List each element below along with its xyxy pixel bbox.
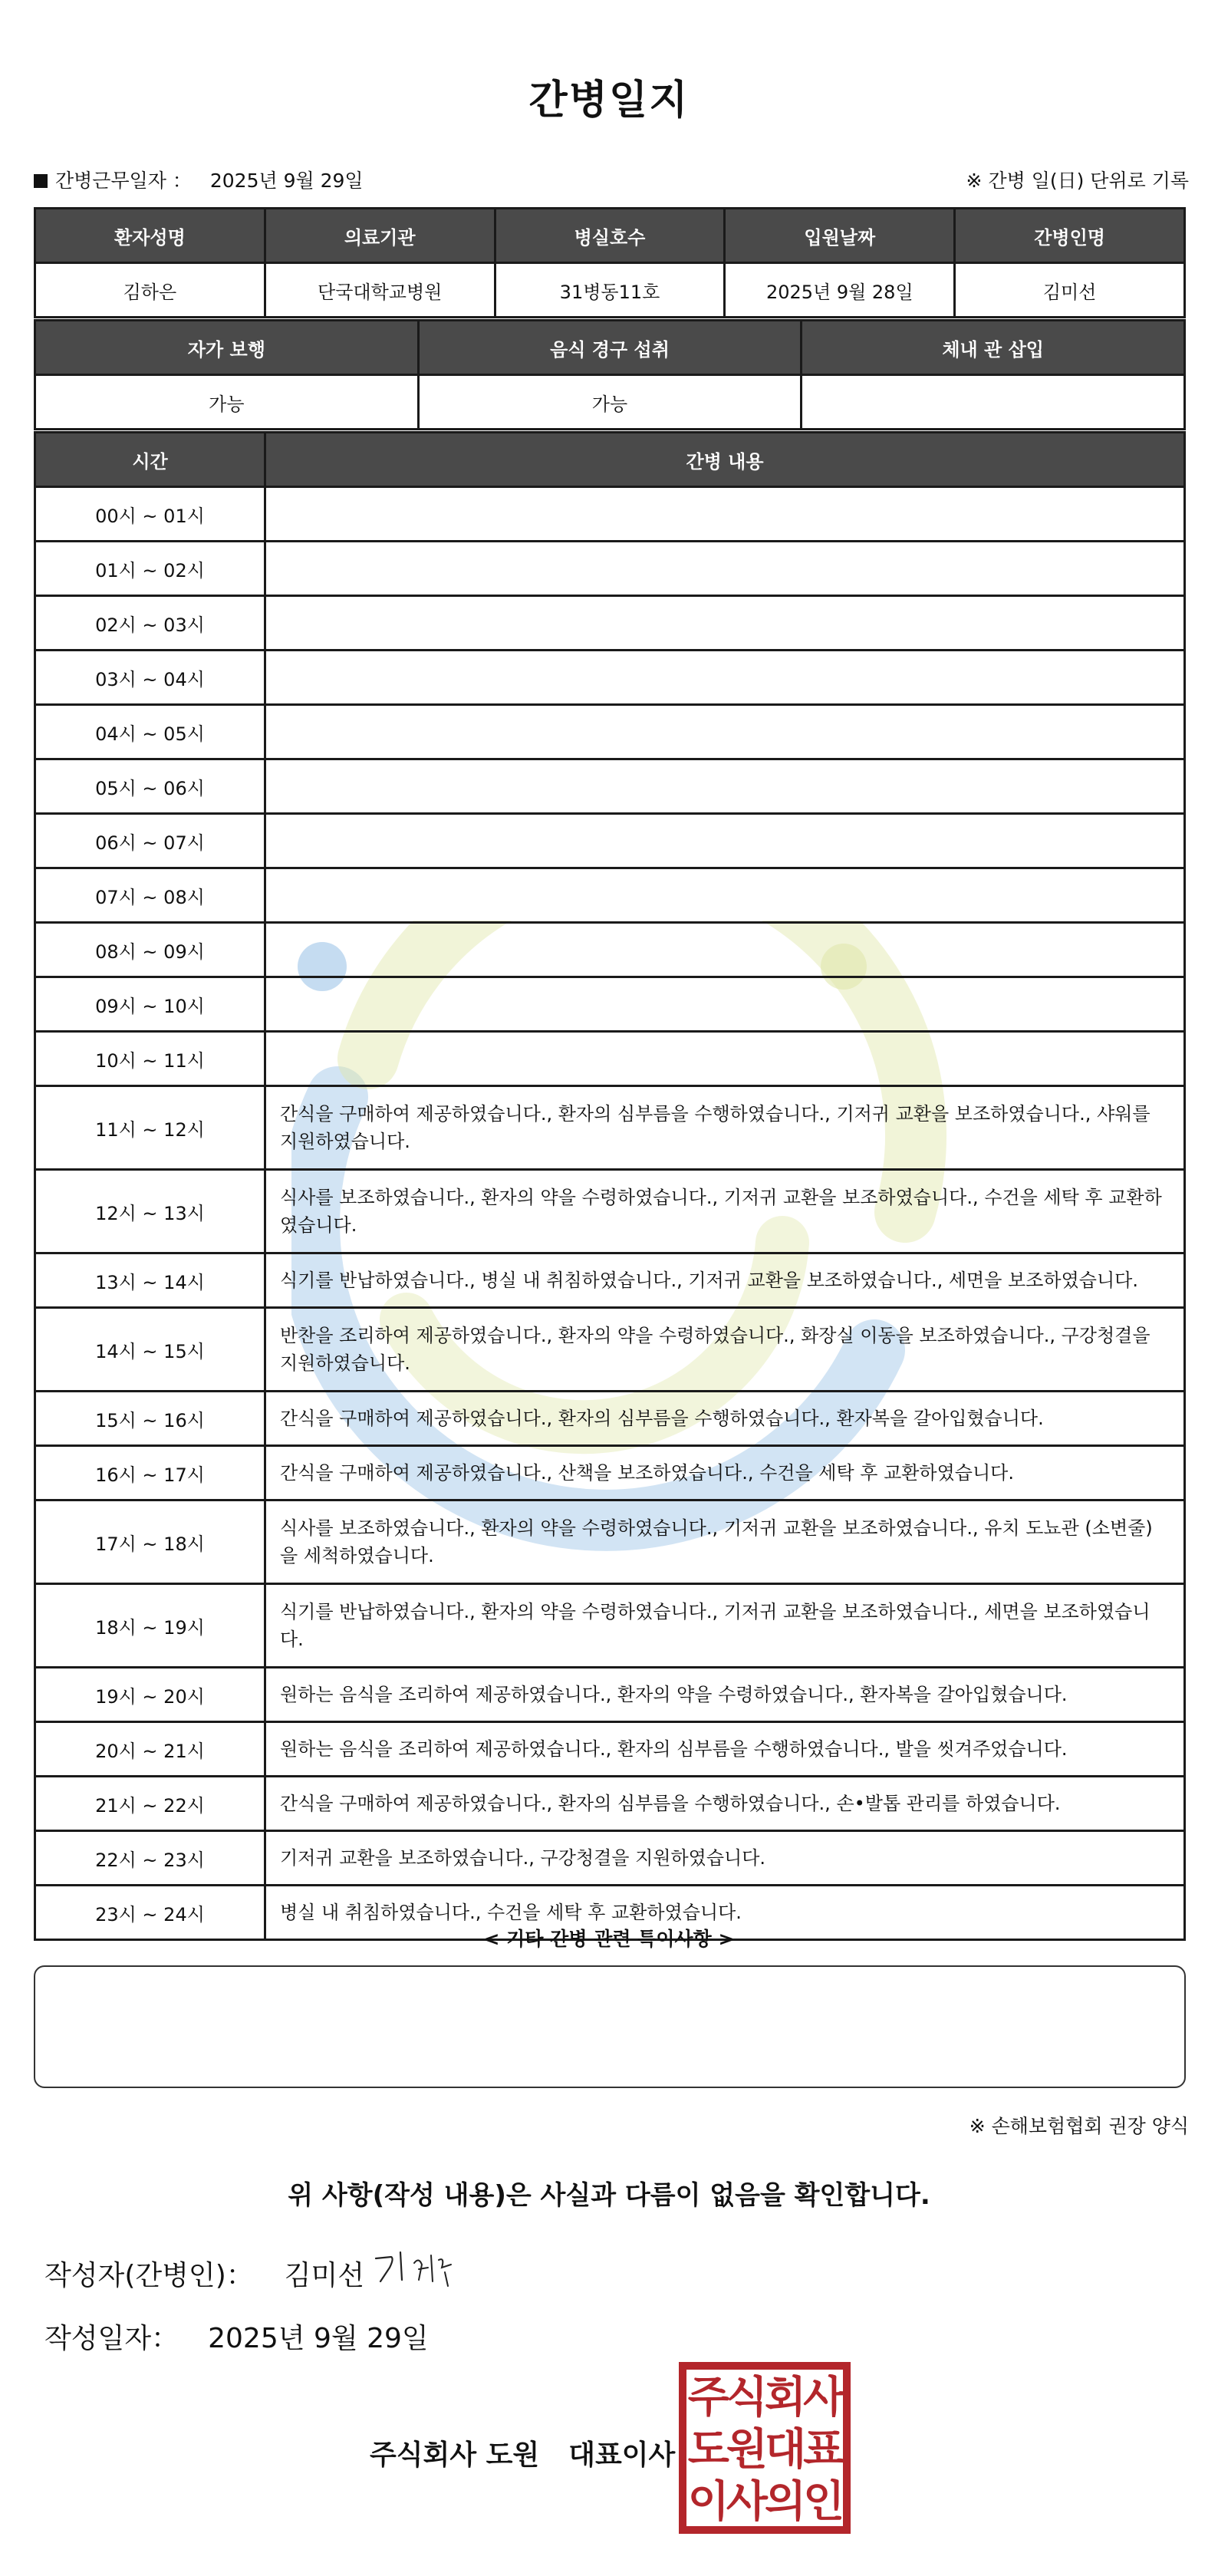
svg-text:주식회사: 주식회사 bbox=[687, 2373, 842, 2423]
table-row bbox=[35, 814, 1185, 868]
table-row bbox=[35, 1392, 1185, 1446]
svg-text:도원대표: 도원대표 bbox=[687, 2425, 842, 2475]
patient-info-table bbox=[34, 207, 1186, 318]
header-tube-insertion: 체내 관 삽입 bbox=[802, 321, 1185, 375]
time-cell: 07시 ~ 08시 bbox=[35, 868, 265, 923]
duty-date-line bbox=[34, 166, 364, 193]
company-rep: 대표이사 bbox=[568, 2439, 676, 2471]
table-row bbox=[35, 1500, 1185, 1584]
table-row bbox=[35, 868, 1185, 923]
care-content-cell: 식기를 반납하였습니다., 병실 내 취침하였습니다., 기저귀 교환을 보조하였습니다., 세면을 보조하였습니다. bbox=[265, 1253, 1185, 1308]
hospital-cell: 단국대학교병원 bbox=[265, 263, 495, 318]
care-content-cell: 원하는 음식을 조리하여 제공하였습니다., 환자의 심부름을 수행하였습니다., 발을 씻겨주었습니다. bbox=[265, 1722, 1185, 1777]
table-row bbox=[35, 1722, 1185, 1777]
room-cell: 31병동11호 bbox=[495, 263, 725, 318]
care-content-cell: 기저귀 교환을 보조하였습니다., 구강청결을 지원하였습니다. bbox=[265, 1831, 1185, 1886]
care-content-cell bbox=[265, 651, 1185, 705]
table-row bbox=[35, 923, 1185, 977]
table-row bbox=[35, 596, 1185, 651]
company-name: 주식회사 도원 bbox=[370, 2439, 540, 2471]
table-row bbox=[35, 1086, 1185, 1170]
care-content-cell bbox=[265, 1032, 1185, 1086]
notes-box bbox=[34, 1965, 1186, 2088]
admission-date-cell: 2025년 9월 28일 bbox=[725, 263, 955, 318]
time-cell: 09시 ~ 10시 bbox=[35, 977, 265, 1032]
written-date-value: 2025년 9월 29일 bbox=[208, 2323, 429, 2354]
header-time: 시간 bbox=[35, 433, 265, 487]
care-content-cell: 간식을 구매하여 제공하였습니다., 산책을 보조하였습니다., 수건을 세탁 후 교환하였습니다. bbox=[265, 1446, 1185, 1500]
table-row bbox=[35, 1831, 1185, 1886]
time-cell: 15시 ~ 16시 bbox=[35, 1392, 265, 1446]
duty-date-value: 2025년 9월 29일 bbox=[209, 170, 364, 192]
care-content-cell: 식기를 반납하였습니다., 환자의 약을 수령하였습니다., 기저귀 교환을 보조하였습니다., 세면을 보조하였습니다. bbox=[265, 1584, 1185, 1668]
duty-date-label: 간병근무일자 ： bbox=[55, 170, 192, 192]
time-cell: 00시 ~ 01시 bbox=[35, 487, 265, 542]
table-row bbox=[35, 1777, 1185, 1831]
time-cell: 19시 ~ 20시 bbox=[35, 1668, 265, 1722]
time-cell: 23시 ~ 24시 bbox=[35, 1886, 265, 1940]
care-content-cell bbox=[265, 923, 1185, 977]
time-cell: 04시 ~ 05시 bbox=[35, 705, 265, 759]
self-walking-cell: 가능 bbox=[35, 375, 419, 430]
care-content-cell bbox=[265, 542, 1185, 596]
svg-text:이사의인: 이사의인 bbox=[687, 2477, 842, 2527]
patient-status-table bbox=[34, 319, 1186, 430]
written-date-label: 작성일자： bbox=[44, 2323, 179, 2354]
care-content-cell bbox=[265, 868, 1185, 923]
time-cell: 20시 ~ 21시 bbox=[35, 1722, 265, 1777]
care-content-cell: 식사를 보조하였습니다., 환자의 약을 수령하였습니다., 기저귀 교환을 보조하였습니다., 유치 도뇨관 (소변줄)을 세척하였습니다. bbox=[265, 1500, 1185, 1584]
care-content-cell bbox=[265, 705, 1185, 759]
time-cell: 13시 ~ 14시 bbox=[35, 1253, 265, 1308]
patient-name-cell: 김하은 bbox=[35, 263, 265, 318]
writer-line bbox=[44, 2254, 364, 2293]
care-content-cell bbox=[265, 487, 1185, 542]
header-caregiver-name: 간병인명 bbox=[955, 209, 1185, 263]
time-cell: 02시 ~ 03시 bbox=[35, 596, 265, 651]
writer-name: 김미선 bbox=[284, 2260, 365, 2291]
time-cell: 05시 ~ 06시 bbox=[35, 759, 265, 814]
time-cell: 22시 ~ 23시 bbox=[35, 1831, 265, 1886]
table-row bbox=[35, 977, 1185, 1032]
table-row bbox=[35, 542, 1185, 596]
time-cell: 01시 ~ 02시 bbox=[35, 542, 265, 596]
table-row bbox=[35, 1032, 1185, 1086]
handwritten-signature bbox=[368, 2242, 506, 2295]
table-row bbox=[35, 705, 1185, 759]
time-cell: 10시 ~ 11시 bbox=[35, 1032, 265, 1086]
table-row bbox=[35, 1446, 1185, 1500]
table-row bbox=[35, 1668, 1185, 1722]
table-row bbox=[35, 1308, 1185, 1392]
tube-insertion-cell bbox=[802, 375, 1185, 430]
square-bullet-icon bbox=[34, 174, 48, 188]
care-content-cell: 간식을 구매하여 제공하였습니다., 환자의 심부름을 수행하였습니다., 환자복을 갈아입혔습니다. bbox=[265, 1392, 1185, 1446]
hourly-care-log-table bbox=[34, 431, 1186, 1941]
time-cell: 11시 ~ 12시 bbox=[35, 1086, 265, 1170]
unit-note: ※ 간병 일(日) 단위로 기록 bbox=[966, 170, 1189, 192]
care-content-cell: 병실 내 취침하였습니다., 수건을 세탁 후 교환하였습니다. bbox=[265, 1886, 1185, 1940]
company-seal-stamp bbox=[678, 2361, 851, 2535]
header-hospital: 의료기관 bbox=[265, 209, 495, 263]
time-cell: 17시 ~ 18시 bbox=[35, 1500, 265, 1584]
header-admission-date: 입원날짜 bbox=[725, 209, 955, 263]
care-content-cell: 원하는 음식을 조리하여 제공하였습니다., 환자의 약을 수령하였습니다., 환자복을 갈아입혔습니다. bbox=[265, 1668, 1185, 1722]
table-row bbox=[35, 759, 1185, 814]
time-cell: 18시 ~ 19시 bbox=[35, 1584, 265, 1668]
writer-label: 작성자(간병인)： bbox=[44, 2260, 254, 2291]
caregiver-name-cell: 김미선 bbox=[955, 263, 1185, 318]
log-body bbox=[35, 487, 1185, 1940]
time-cell: 03시 ~ 04시 bbox=[35, 651, 265, 705]
table-row bbox=[35, 1253, 1185, 1308]
header-room: 병실호수 bbox=[495, 209, 725, 263]
time-cell: 06시 ~ 07시 bbox=[35, 814, 265, 868]
time-cell: 08시 ~ 09시 bbox=[35, 923, 265, 977]
care-content-cell bbox=[265, 977, 1185, 1032]
time-cell: 16시 ~ 17시 bbox=[35, 1446, 265, 1500]
header-oral-intake: 음식 경구 섭취 bbox=[418, 321, 802, 375]
table-row bbox=[35, 1584, 1185, 1668]
care-content-cell: 간식을 구매하여 제공하였습니다., 환자의 심부름을 수행하였습니다., 손•발톱 관리를 하였습니다. bbox=[265, 1777, 1185, 1831]
care-content-cell: 식사를 보조하였습니다., 환자의 약을 수령하였습니다., 기저귀 교환을 보조하였습니다., 수건을 세탁 후 교환하였습니다. bbox=[265, 1170, 1185, 1253]
header-self-walking: 자가 보행 bbox=[35, 321, 419, 375]
page-title: 간병일지 bbox=[528, 77, 690, 124]
company-line bbox=[370, 2433, 675, 2472]
time-cell: 21시 ~ 22시 bbox=[35, 1777, 265, 1831]
confirmation-statement: 위 사항(작성 내용)은 사실과 다름이 없음을 확인합니다. bbox=[288, 2180, 930, 2211]
care-content-cell bbox=[265, 759, 1185, 814]
form-source-note: ※ 손해보험협회 권장 양식 bbox=[969, 2115, 1189, 2137]
time-cell: 14시 ~ 15시 bbox=[35, 1308, 265, 1392]
notes-title: < 기타 간병 관련 특이사항 > bbox=[483, 1928, 735, 1950]
table-row bbox=[35, 487, 1185, 542]
care-content-cell bbox=[265, 596, 1185, 651]
care-content-cell: 간식을 구매하여 제공하였습니다., 환자의 심부름을 수행하였습니다., 기저귀 교환을 보조하였습니다., 샤워를 지원하였습니다. bbox=[265, 1086, 1185, 1170]
table-row bbox=[35, 1170, 1185, 1253]
oral-intake-cell: 가능 bbox=[418, 375, 802, 430]
care-content-cell: 반찬을 조리하여 제공하였습니다., 환자의 약을 수령하였습니다., 화장실 이동을 보조하였습니다., 구강청결을 지원하였습니다. bbox=[265, 1308, 1185, 1392]
header-care-content: 간병 내용 bbox=[265, 433, 1185, 487]
time-cell: 12시 ~ 13시 bbox=[35, 1170, 265, 1253]
care-content-cell bbox=[265, 814, 1185, 868]
header-patient-name: 환자성명 bbox=[35, 209, 265, 263]
written-date-line bbox=[44, 2317, 429, 2356]
table-row bbox=[35, 651, 1185, 705]
